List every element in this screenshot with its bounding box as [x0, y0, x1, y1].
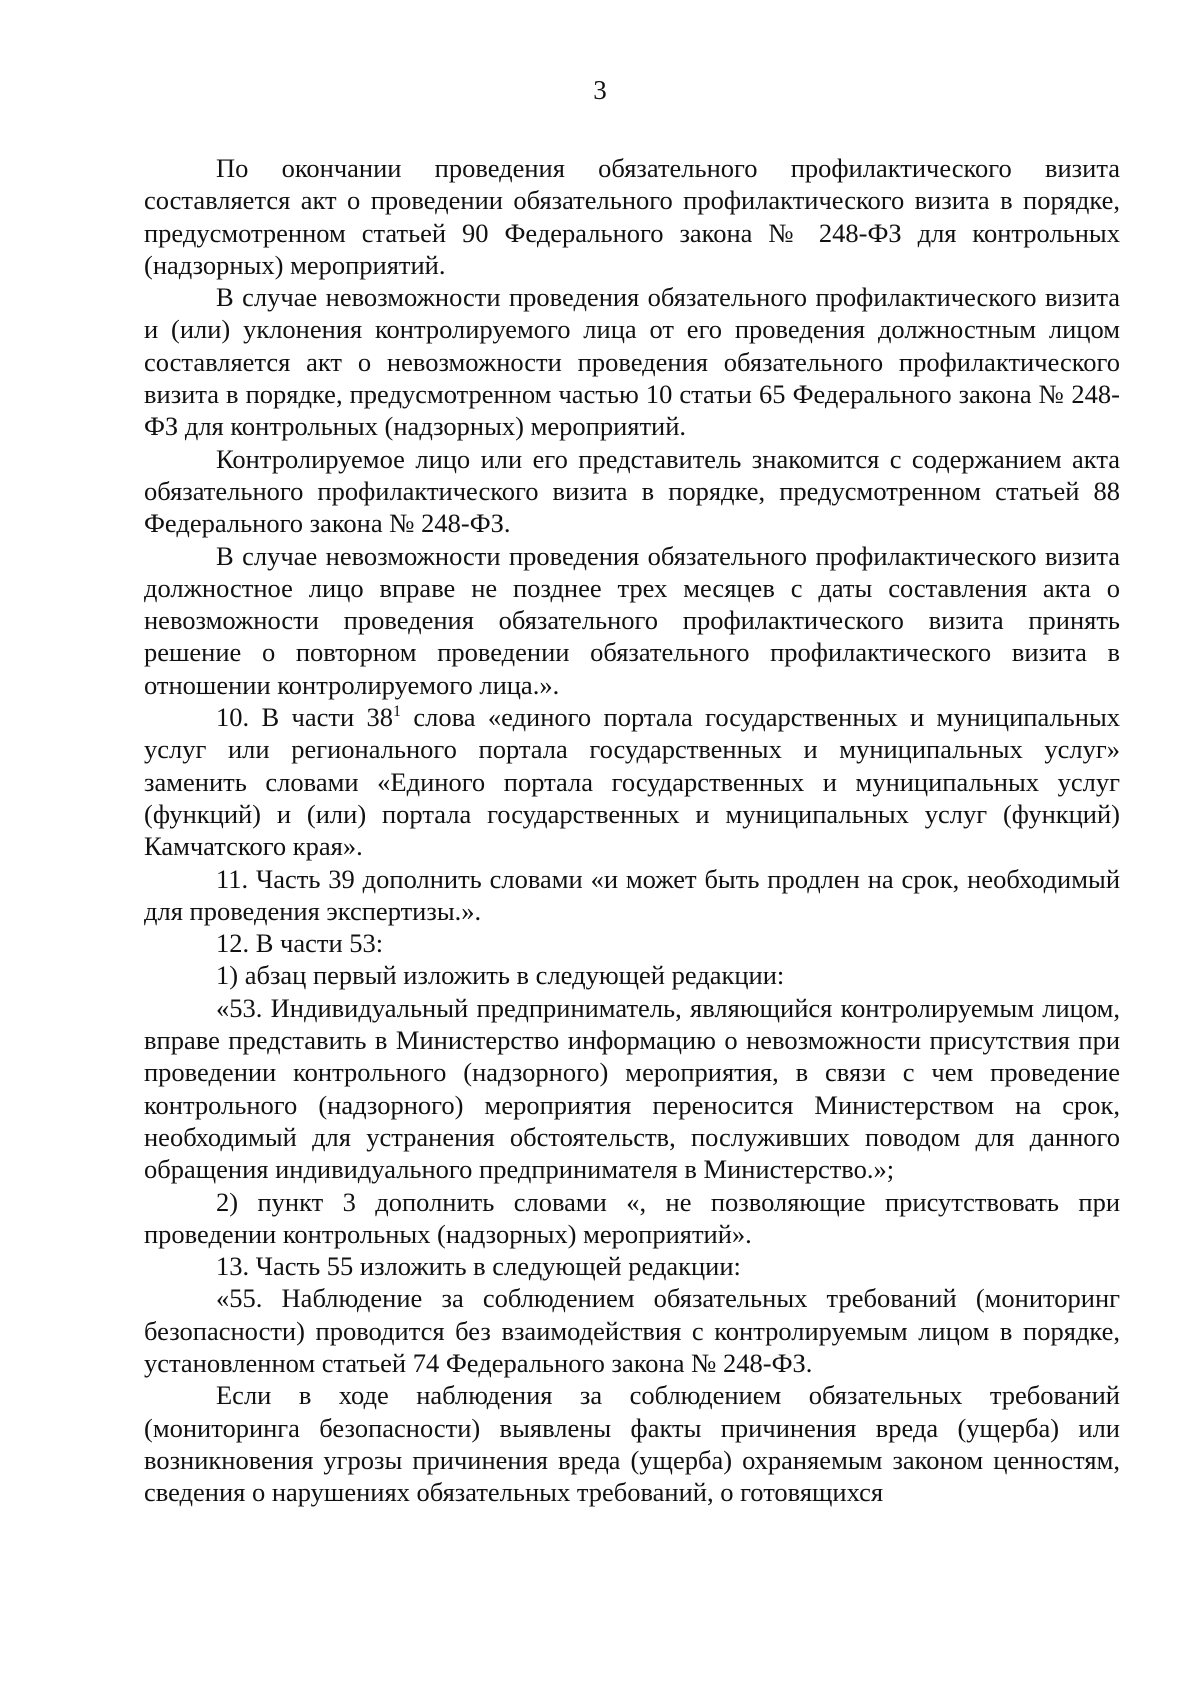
paragraph-visit-act: По окончании проведения обязательного профилактического визита составляется акт о проведении обязательного профилактического визита в порядке, предусмотренном статьей 90 Федерального закона № 248-ФЗ для контрольных (надзорных) мероприятий. — [144, 153, 1120, 280]
page-number: 3 — [593, 75, 607, 105]
paragraph-clause-55: «55. Наблюдение за соблюдением обязательных требований (мониторинг безопасности) проводится без взаимодействия с контролируемым лицом в порядке, установленном статьей 74 Федерального закона № 248-ФЗ. — [144, 1283, 1120, 1378]
item-10-text-end: слова «единого портала государственных и муниципальных услуг или регионального портала государственных и муниципальных услуг» заменить словами «Единого портала государственных и муниципальных услуг (функций) и (или) портала государственных и муниципальных услуг (функций) Камчатского края». — [144, 702, 1120, 862]
paragraph-clause-53: «53. Индивидуальный предприниматель, являющийся контролируемым лицом, вправе представить в Министерство информацию о невозможности присутствия при проведении контрольного (надзорного) мероприятия, в связи с чем проведение контрольного (надзорного) мероприятия переносится Министерством на срок, необходимый для устранения обстоятельств, послуживших поводом для данного обращения индивидуального предпринимателя в Министерство.»; — [144, 992, 1120, 1185]
item-10-superscript: 1 — [393, 703, 401, 721]
item-10-text-start: 10. В части 38 — [216, 702, 394, 733]
paragraph-familiarization: Контролируемое лицо или его представитель знакомится с содержанием акта обязательного профилактического визита в порядке, предусмотренном статьей 88 Федерального закона № 248-ФЗ. — [144, 443, 1120, 539]
paragraph-item-13: 13. Часть 55 изложить в следующей редакции: — [216, 1251, 741, 1282]
paragraph-item-12: 12. В части 53: — [216, 928, 384, 959]
paragraph-monitoring-findings: Если в ходе наблюдения за соблюдением обязательных требований (мониторинга безопасности) выявлены факты причинения вреда (ущерба) или возникновения угрозы причинения вреда (ущерба) охраняемым законом ценностям, сведения о нарушениях обязательных требований, о готовящихся — [144, 1380, 1120, 1508]
paragraph-item-12-sub-2: 2) пункт 3 дополнить словами «, не позволяющие присутствовать при проведении контрольных (надзорных) мероприятий». — [144, 1186, 1120, 1249]
document-body — [144, 152, 1120, 1508]
paragraph-item-12-sub-1: 1) абзац первый изложить в следующей редакции: — [216, 960, 785, 991]
paragraph-impossibility-act: В случае невозможности проведения обязательного профилактического визита и (или) уклонения контролируемого лица от его проведения должностным лицом составляется акт о невозможности проведения обязательного профилактического визита в порядке, предусмотренном частью 10 статьи 65 Федерального закона № 248-ФЗ для контрольных (надзорных) мероприятий. — [144, 282, 1120, 442]
paragraph-item-11: 11. Часть 39 дополнить словами «и может быть продлен на срок, необходимый для проведения экспертизы.». — [144, 863, 1120, 926]
paragraph-item-10 — [144, 701, 1120, 862]
paragraph-repeat-visit: В случае невозможности проведения обязательного профилактического визита должностное лицо вправе не позднее трех месяцев с даты составления акта о невозможности проведения обязательного профилактического визита принять решение о повторном проведении обязательного профилактического визита в отношении контролируемого лица.». — [144, 540, 1120, 700]
